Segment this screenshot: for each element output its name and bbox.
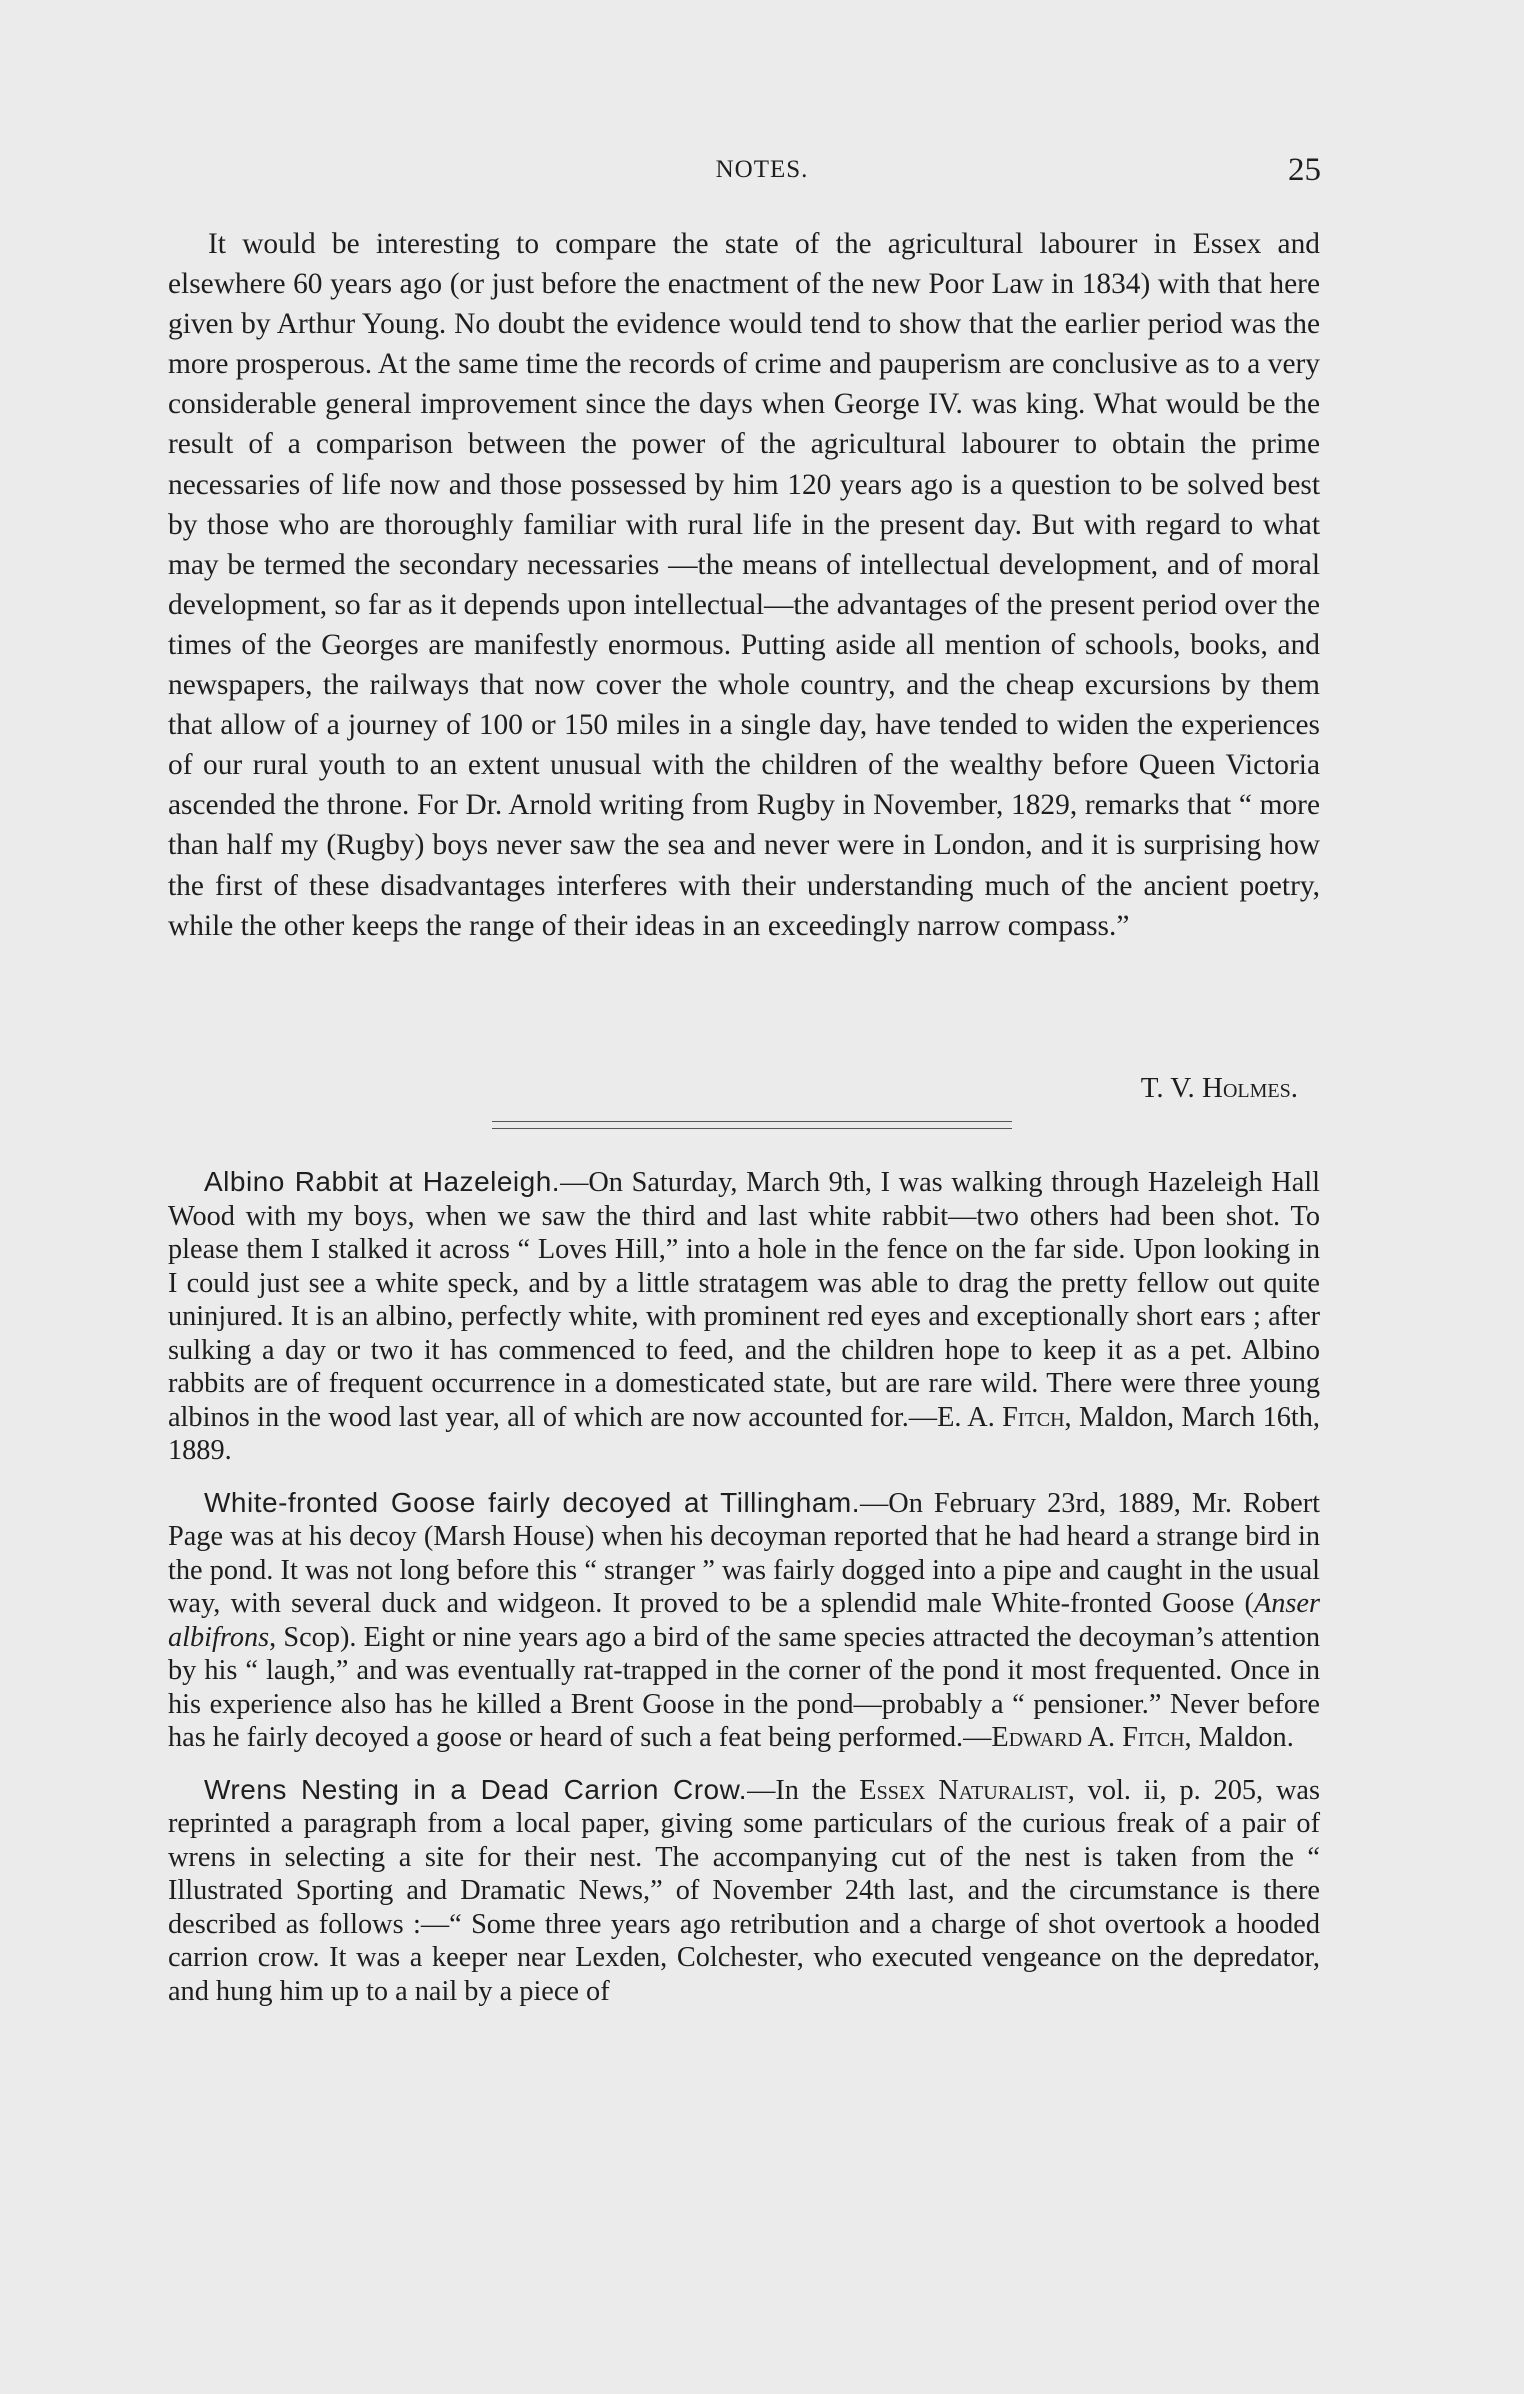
note-body: —In the [747,1774,860,1806]
note-heading: White-fronted Goose fairly decoyed at Tillingham. [204,1486,860,1518]
note-author: Edward A. Fitch [991,1722,1185,1753]
species-name: Anser albifrons [168,1588,1320,1653]
notes-block [168,1165,1320,2026]
note-tail: , Maldon. [1184,1722,1294,1753]
section-divider [492,1121,1012,1129]
note-tail: , Maldon, March 16th, 1889. [168,1401,1320,1466]
note-albino-rabbit [168,1165,1320,1468]
note-author: Fitch [1002,1401,1065,1433]
signature-name: Holmes. [1202,1072,1298,1104]
note-wrens-nesting [168,1773,1320,2009]
note-body: —On Saturday, March 9th, I was walking through Hazeleigh Hall Wood with my boys, when we saw the third and last white rabbit—two others had been shot. To please them I stalked it across “ Loves Hill,” into a hole in the fence on the far side. Upon looking in I could just see a white speck, and by a little stratagem was able to drag the pretty fellow out quite uninjured. It is an albino, perfectly white, with prominent red eyes and exceptionally short ears ; after sulking a day or two it has commenced to feed, and the children hope to keep it as a pet. Albino rabbits are of frequent occurrence in a domesticated state, but are rare wild. There were three young albinos in the wood last year, all of which are now accounted for.—E. A. [168,1167,1320,1433]
page-number: 25 [1288,152,1321,188]
section-title: NOTES. [715,156,809,183]
note-heading: Albino Rabbit at Hazeleigh. [204,1166,561,1197]
note-white-fronted-goose [168,1486,1320,1755]
essay-block [168,224,1320,946]
essay-paragraph: It would be interesting to compare the state of the agricultural labourer in Essex and elsewhere 60 years ago (or just before the enactment of the new Poor Law in 1834) with that here given by Arthur Young. No doubt the evidence would tend to show that the earlier period was the more prosperous. At the same time the records of crime and pauperism are conclusive as to a very considerable general improvement since the days when George IV. was king. What would be the result of a comparison between the power of the agricultural labourer to obtain the prime necessaries of life now and those possessed by him 120 years ago is a question to be solved best by those who are thoroughly familiar with rural life in the present day. But with regard to what may be termed the secondary necessaries —the means of intellectual development, and of moral development, so far as it depends upon intellectual—the advantages of the present period over the times of the Georges are manifestly enormous. Putting aside all mention of schools, books, and newspapers, the railways that now cover the whole country, and the cheap excursions by them that allow of a journey of 100 or 150 miles in a single day, have tended to widen the experiences of our rural youth to an extent unusual with the children of the wealthy before Queen Victoria ascended the throne. For Dr. Arnold writing from Rugby in November, 1829, remarks that “ more than half my (Rugby) boys never saw the sea and never were in London, and it is surprising how the first of these disadvantages interferes with their understanding much of the ancient poetry, while the other keeps the range of their ideas in an exceedingly narrow compass.” [168,228,1320,942]
running-header [0,152,1524,196]
signature-initials: T. V. [1140,1072,1203,1104]
note-body-continued: , vol. ii, p. 205, was reprinted a paragraph from a local paper, giving some particulars of the curious freak of a pair of wrens in selecting a site for their nest. The accompanying cut of the nest is taken from the “ Illustrated Sporting and Dramatic News,” of November 24th last, and the circumstance is there described as follows :—“ Some three years ago retribution and a charge of shot overtook a hooded carrion crow. It was a keeper near Lexden, Colchester, who executed vengeance on the depredator, and hung him up to a nail by a piece of [168,1774,1320,2007]
essay-signature [1141,1072,1298,1105]
note-heading: Wrens Nesting in a Dead Carrion Crow. [204,1773,748,1805]
note-body: —On February 23rd, 1889, Mr. Robert Page was at his decoy (Marsh House) when his decoyman reported that he had heard a strange bird in the pond. It was not long before this “ stranger ” was fairly dogged into a pipe and caught in the usual way, with several duck and widgeon. It proved to be a splendid male White-fronted Goose ( [168,1487,1320,1619]
journal-name: Essex Naturalist [859,1774,1068,1806]
note-body-continued: , Scop). Eight or nine years ago a bird of the same species attracted the decoyman’s attention by his “ laugh,” and was eventually rat-trapped in the corner of the pond it most frequented. Once in his experience also has he killed a Brent Goose in the pond—probably a “ pensioner.” Never before has he fairly decoyed a goose or heard of such a feat being performed.— [168,1621,1320,1753]
